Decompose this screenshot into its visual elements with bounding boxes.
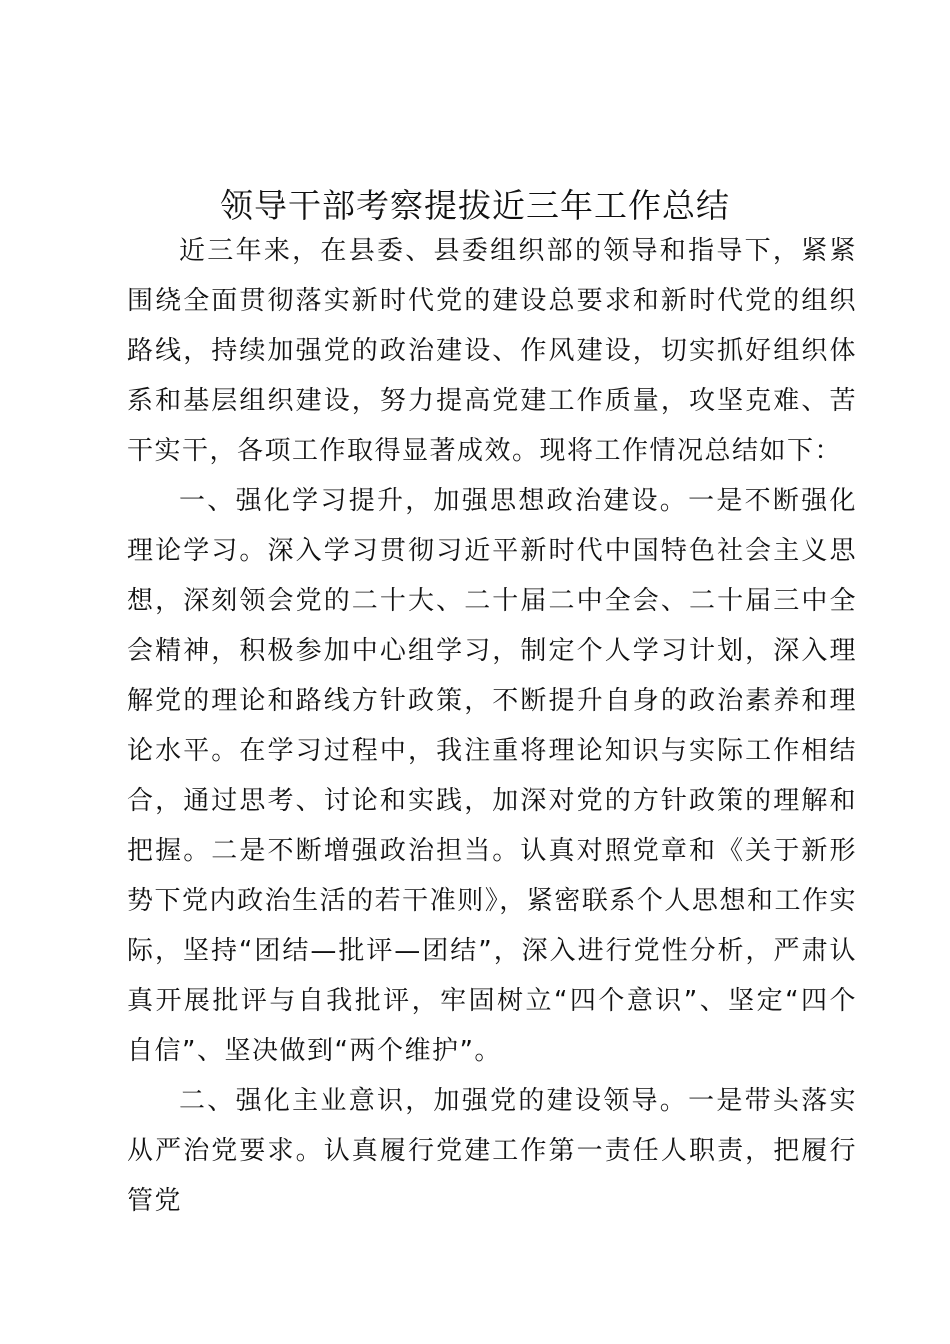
- document-title: 领导干部考察提拔近三年工作总结: [220, 186, 730, 225]
- paragraph-section-2: 二、强化主业意识，加强党的建设领导。一是带头落实从严治党要求。认真履行党建工作第一责任人职责，把履行管党: [127, 1086, 857, 1216]
- paragraph-intro: 近三年来，在县委、县委组织部的领导和指导下，紧紧围绕全面贯彻落实新时代党的建设总要求和新时代党的组织路线，持续加强党的政治建设、作风建设，切实抓好组织体系和基层组织建设，努力提高党建工作质量，攻坚克难、苦干实干，各项工作取得显著成效。现将工作情况总结如下：: [127, 236, 857, 466]
- document-body: [127, 226, 857, 1226]
- paragraph-section-1: 一、强化学习提升，加强思想政治建设。一是不断强化理论学习。深入学习贯彻习近平新时代中国特色社会主义思想，深刻领会党的二十大、二十届二中全会、二十届三中全会精神，积极参加中心组学习，制定个人学习计划，深入理解党的理论和路线方针政策，不断提升自身的政治素养和理论水平。在学习过程中，我注重将理论知识与实际工作相结合，通过思考、讨论和实践，加深对党的方针政策的理解和把握。二是不断增强政治担当。认真对照党章和《关于新形势下党内政治生活的若干准则》，紧密联系个人思想和工作实际，坚持“团结—批评—团结”，深入进行党性分析，严肃认真开展批评与自我批评，牢固树立“四个意识”、坚定“四个自信”、坚决做到“两个维护”。: [127, 486, 857, 1066]
